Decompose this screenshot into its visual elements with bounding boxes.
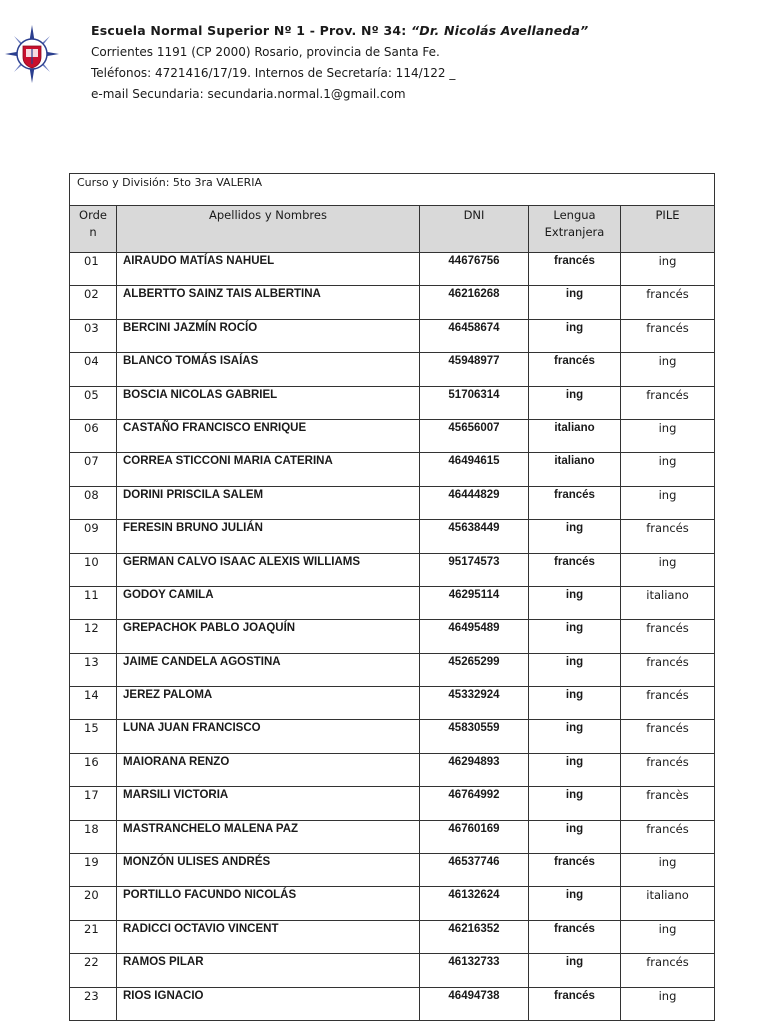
table-row <box>70 720 715 753</box>
cell-pile: francés <box>621 720 715 753</box>
cell-orden: 23 <box>70 987 117 1020</box>
cell-pile: francés <box>621 620 715 653</box>
cell-student-name: CORREA STICCONI MARIA CATERINA <box>117 453 420 486</box>
cell-lengua-extranjera: francés <box>529 353 621 386</box>
cell-dni: 44676756 <box>420 253 529 286</box>
cell-student-name: MASTRANCHELO MALENA PAZ <box>117 820 420 853</box>
cell-lengua-extranjera: francés <box>529 854 621 887</box>
col-header-dni: DNI <box>420 206 529 253</box>
cell-pile: francés <box>621 954 715 987</box>
cell-lengua-extranjera: francés <box>529 486 621 519</box>
cell-student-name: RADICCI OCTAVIO VINCENT <box>117 920 420 953</box>
cell-pile: ing <box>621 987 715 1020</box>
cell-student-name: RAMOS PILAR <box>117 954 420 987</box>
cell-orden: 03 <box>70 319 117 352</box>
cell-orden: 06 <box>70 419 117 452</box>
cell-pile: francés <box>621 520 715 553</box>
cell-dni: 46537746 <box>420 854 529 887</box>
table-row <box>70 920 715 953</box>
cell-orden: 17 <box>70 787 117 820</box>
cell-lengua-extranjera: ing <box>529 687 621 720</box>
cell-student-name: MARSILI VICTORIA <box>117 787 420 820</box>
table-row <box>70 319 715 352</box>
cell-dni: 46216352 <box>420 920 529 953</box>
table-row <box>70 987 715 1020</box>
cell-student-name: JAIME CANDELA AGOSTINA <box>117 653 420 686</box>
table-row <box>70 653 715 686</box>
cell-orden: 08 <box>70 486 117 519</box>
cell-student-name: GODOY CAMILA <box>117 586 420 619</box>
cell-lengua-extranjera: ing <box>529 620 621 653</box>
cell-student-name: DORINI PRISCILA SALEM <box>117 486 420 519</box>
school-honoree: “Dr. Nicolás Avellaneda” <box>411 23 589 38</box>
cell-orden: 13 <box>70 653 117 686</box>
cell-student-name: BLANCO TOMÁS ISAÍAS <box>117 353 420 386</box>
cell-lengua-extranjera: italiano <box>529 419 621 452</box>
cell-dni: 46494738 <box>420 987 529 1020</box>
cell-pile: ing <box>621 854 715 887</box>
cell-orden: 15 <box>70 720 117 753</box>
cell-pile: francés <box>621 386 715 419</box>
table-row <box>70 453 715 486</box>
table-row <box>70 419 715 452</box>
cell-orden: 11 <box>70 586 117 619</box>
cell-student-name: MONZÓN ULISES ANDRÉS <box>117 854 420 887</box>
cell-orden: 16 <box>70 753 117 786</box>
cell-student-name: AIRAUDO MATÍAS NAHUEL <box>117 253 420 286</box>
cell-student-name: CASTAÑO FRANCISCO ENRIQUE <box>117 419 420 452</box>
cell-lengua-extranjera: ing <box>529 720 621 753</box>
cell-orden: 09 <box>70 520 117 553</box>
table-row <box>70 687 715 720</box>
cell-pile: francés <box>621 820 715 853</box>
cell-pile: ing <box>621 353 715 386</box>
cell-lengua-extranjera: ing <box>529 586 621 619</box>
cell-lengua-extranjera: ing <box>529 520 621 553</box>
table-row <box>70 753 715 786</box>
school-email: e-mail Secundaria: secundaria.normal.1@gmail.com <box>91 87 406 101</box>
cell-dni: 46760169 <box>420 820 529 853</box>
cell-orden: 18 <box>70 820 117 853</box>
cell-student-name: MAIORANA RENZO <box>117 753 420 786</box>
cell-dni: 45948977 <box>420 353 529 386</box>
cell-dni: 46132733 <box>420 954 529 987</box>
cell-orden: 05 <box>70 386 117 419</box>
cell-lengua-extranjera: italiano <box>529 453 621 486</box>
table-row <box>70 787 715 820</box>
cell-dni: 45656007 <box>420 419 529 452</box>
cell-dni: 46444829 <box>420 486 529 519</box>
cell-lengua-extranjera: francés <box>529 920 621 953</box>
cell-orden: 22 <box>70 954 117 987</box>
col-header-orden: Orde n <box>70 206 117 253</box>
cell-dni: 46764992 <box>420 787 529 820</box>
cell-pile: italiano <box>621 586 715 619</box>
table-row <box>70 486 715 519</box>
cell-pile: ing <box>621 553 715 586</box>
cell-student-name: JEREZ PALOMA <box>117 687 420 720</box>
cell-pile: francés <box>621 653 715 686</box>
table-row <box>70 887 715 920</box>
cell-pile: ing <box>621 253 715 286</box>
cell-lengua-extranjera: ing <box>529 787 621 820</box>
cell-dni: 95174573 <box>420 553 529 586</box>
cell-orden: 02 <box>70 286 117 319</box>
cell-dni: 46216268 <box>420 286 529 319</box>
cell-pile: ing <box>621 486 715 519</box>
cell-pile: ing <box>621 920 715 953</box>
course-division: Curso y División: 5to 3ra VALERIA <box>70 174 715 206</box>
cell-lengua-extranjera: ing <box>529 286 621 319</box>
cell-orden: 19 <box>70 854 117 887</box>
table-row <box>70 820 715 853</box>
table-row <box>70 620 715 653</box>
cell-lengua-extranjera: francés <box>529 987 621 1020</box>
cell-pile: francès <box>621 787 715 820</box>
cell-dni: 46494615 <box>420 453 529 486</box>
cell-student-name: GREPACHOK PABLO JOAQUÍN <box>117 620 420 653</box>
cell-lengua-extranjera: ing <box>529 954 621 987</box>
cell-lengua-extranjera: ing <box>529 319 621 352</box>
cell-dni: 46458674 <box>420 319 529 352</box>
cell-dni: 45638449 <box>420 520 529 553</box>
table-row <box>70 386 715 419</box>
col-header-name: Apellidos y Nombres <box>117 206 420 253</box>
cell-student-name: LUNA JUAN FRANCISCO <box>117 720 420 753</box>
cell-pile: italiano <box>621 887 715 920</box>
cell-orden: 01 <box>70 253 117 286</box>
cell-lengua-extranjera: ing <box>529 386 621 419</box>
cell-student-name: GERMAN CALVO ISAAC ALEXIS WILLIAMS <box>117 553 420 586</box>
student-roster-table <box>69 173 715 1021</box>
col-header-pile: PILE <box>621 206 715 253</box>
cell-lengua-extranjera: ing <box>529 653 621 686</box>
cell-dni: 46294893 <box>420 753 529 786</box>
cell-dni: 51706314 <box>420 386 529 419</box>
table-row <box>70 854 715 887</box>
cell-dni: 45332924 <box>420 687 529 720</box>
cell-lengua-extranjera: ing <box>529 753 621 786</box>
cell-student-name: FERESIN BRUNO JULIÁN <box>117 520 420 553</box>
cell-orden: 20 <box>70 887 117 920</box>
school-name: Escuela Normal Superior Nº 1 - Prov. Nº 34: “Dr. Nicolás Avellaneda” <box>91 23 589 38</box>
cell-pile: ing <box>621 453 715 486</box>
letterhead <box>91 23 751 108</box>
table-row <box>70 586 715 619</box>
cell-student-name: PORTILLO FACUNDO NICOLÁS <box>117 887 420 920</box>
cell-student-name: BERCINI JAZMÍN ROCÍO <box>117 319 420 352</box>
table-row <box>70 954 715 987</box>
cell-student-name: ALBERTTO SAINZ TAIS ALBERTINA <box>117 286 420 319</box>
cell-pile: francés <box>621 286 715 319</box>
table-row <box>70 286 715 319</box>
cell-lengua-extranjera: francés <box>529 253 621 286</box>
cell-pile: francés <box>621 319 715 352</box>
table-row <box>70 553 715 586</box>
cell-student-name: BOSCIA NICOLAS GABRIEL <box>117 386 420 419</box>
table-row <box>70 353 715 386</box>
cell-orden: 07 <box>70 453 117 486</box>
cell-lengua-extranjera: ing <box>529 820 621 853</box>
table-row <box>70 253 715 286</box>
cell-dni: 46495489 <box>420 620 529 653</box>
table-header-row <box>70 206 715 253</box>
table-row <box>70 520 715 553</box>
school-logo <box>4 24 60 84</box>
cell-dni: 45265299 <box>420 653 529 686</box>
cell-orden: 10 <box>70 553 117 586</box>
cell-lengua-extranjera: ing <box>529 887 621 920</box>
cell-orden: 14 <box>70 687 117 720</box>
cell-pile: francés <box>621 687 715 720</box>
school-phones: Teléfonos: 4721416/17/19. Internos de Secretaría: 114/122 _ <box>91 66 456 80</box>
cell-orden: 04 <box>70 353 117 386</box>
cell-dni: 46295114 <box>420 586 529 619</box>
cell-dni: 45830559 <box>420 720 529 753</box>
cell-student-name: RIOS IGNACIO <box>117 987 420 1020</box>
school-address: Corrientes 1191 (CP 2000) Rosario, provincia de Santa Fe. <box>91 45 440 59</box>
cell-dni: 46132624 <box>420 887 529 920</box>
cell-lengua-extranjera: francés <box>529 553 621 586</box>
cell-orden: 12 <box>70 620 117 653</box>
cell-pile: francés <box>621 753 715 786</box>
col-header-lengua: Lengua Extranjera <box>529 206 621 253</box>
cell-pile: ing <box>621 419 715 452</box>
cell-orden: 21 <box>70 920 117 953</box>
